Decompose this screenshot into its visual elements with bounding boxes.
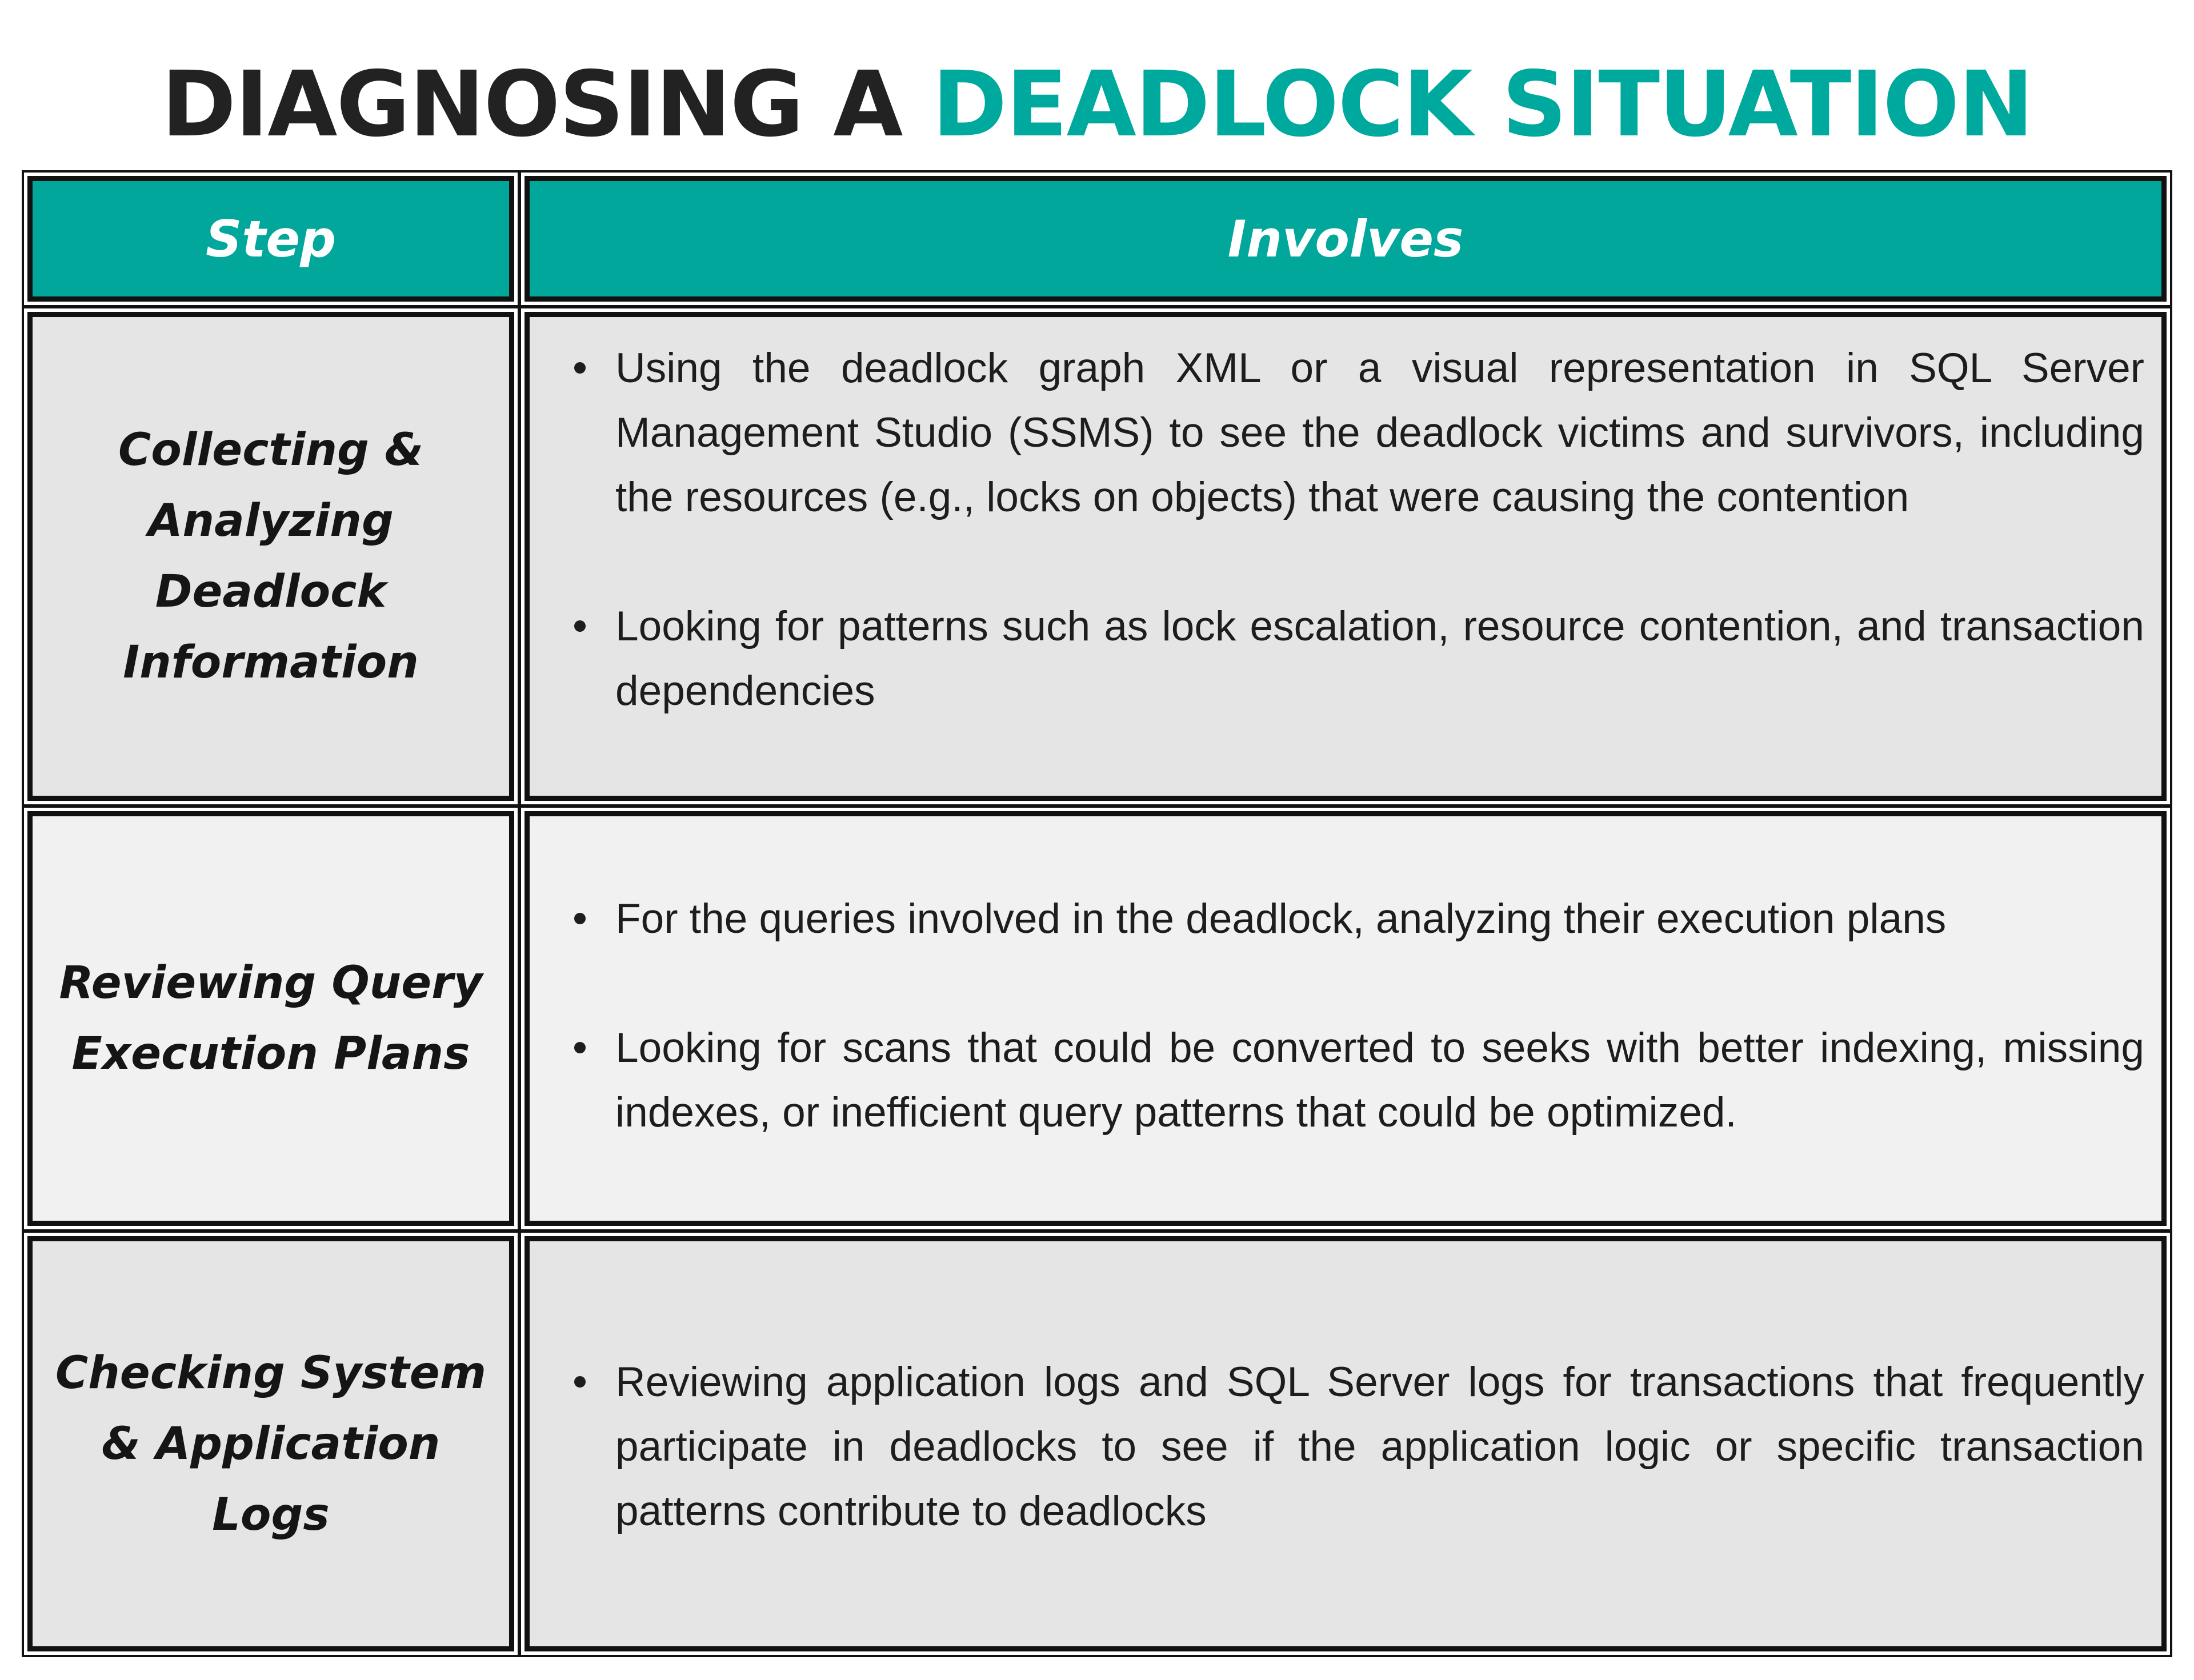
header-step-label: Step <box>205 209 337 268</box>
list-item-text: Using the deadlock graph XML or a visual representation in SQL Server Management Studio (SSMS) to see the deadlock victims and survivors, including the resources (e.g., locks on objects) that were causing the contention <box>615 345 2144 520</box>
list-item-text: Looking for scans that could be converted to seeks with better indexing, missing indexes, or inefficient query patterns that could be optimized. <box>615 1025 2144 1136</box>
step-label: Collecting & Analyzing Deadlock Information <box>118 424 423 688</box>
list-item <box>615 887 2144 951</box>
list-item <box>615 1016 2144 1145</box>
table-row-3-step <box>27 1236 514 1651</box>
list-item <box>615 594 2144 723</box>
step-label: Checking System & Application Logs <box>55 1347 486 1541</box>
table-row-2-involves <box>525 811 2167 1226</box>
title-part-dark: DIAGNOSING A <box>161 52 932 157</box>
title-part-accent: DEADLOCK SITUATION <box>932 52 2033 157</box>
list-item-text: Looking for patterns such as lock escalation, resource contention, and transaction dependencies <box>615 603 2144 714</box>
table-row-3-involves <box>525 1236 2167 1651</box>
bullet-icon <box>574 620 586 632</box>
bullet-icon <box>574 362 586 374</box>
list-item <box>615 336 2144 530</box>
table-row-1-involves <box>525 312 2167 801</box>
table-row-2-step <box>27 811 514 1226</box>
page-title <box>0 50 2194 159</box>
involves-list <box>615 887 2144 1145</box>
header-involves-cell <box>525 176 2167 302</box>
bullet-icon <box>574 1042 586 1053</box>
bullet-icon <box>574 1376 586 1388</box>
table-row-1-step <box>27 312 514 801</box>
header-involves-label: Involves <box>1227 209 1464 268</box>
list-item <box>615 1350 2144 1543</box>
bullet-icon <box>574 913 586 924</box>
step-label: Reviewing Query Execution Plans <box>59 957 483 1080</box>
list-item-text: For the queries involved in the deadlock, analyzing their execution plans <box>615 896 1947 942</box>
header-step-cell <box>27 176 514 302</box>
list-item-text: Reviewing application logs and SQL Server logs for transactions that frequently participate in deadlocks to see if the application logic or specific transaction patterns contribute to deadlocks <box>615 1359 2144 1534</box>
involves-list <box>615 1350 2144 1543</box>
involves-list <box>615 336 2144 723</box>
